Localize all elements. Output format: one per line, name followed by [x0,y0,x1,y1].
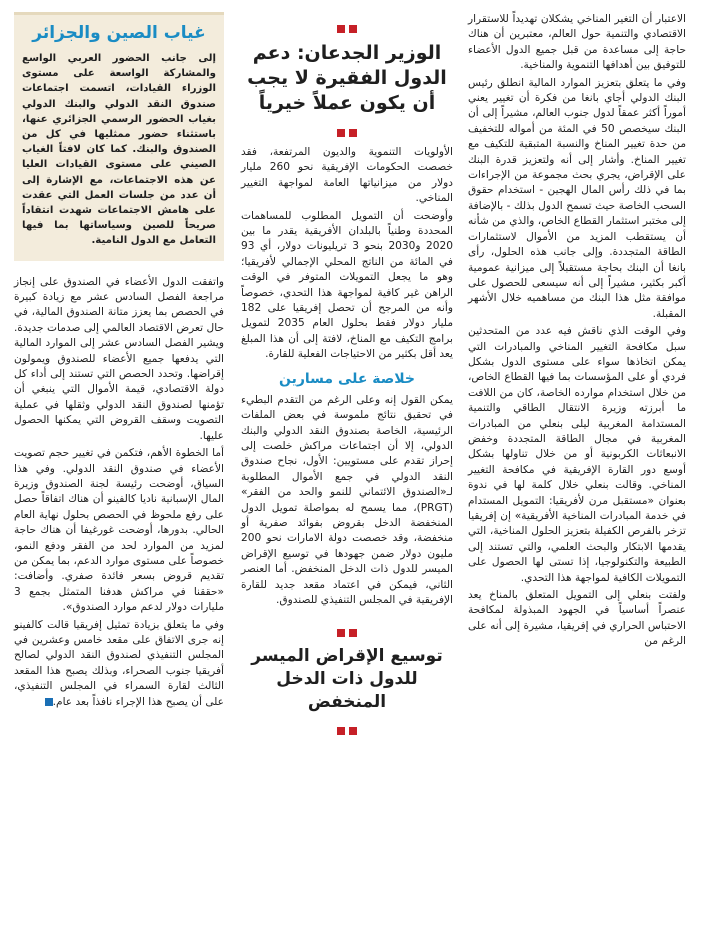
column-middle [241,12,453,743]
article-paragraph-text: وفي ما يتعلق بزيادة تمثيل إفريقيا قالت كالفينو إنه جرى الاتفاق على مقعد خامس وعشرين في المجلس التنفيذي لصندوق النقد الدولي لصالح أفريقيا جنوب الصحراء، وبذلك يصبح هذا المقعد الثالث لقارة السمراء في المجلس التنفيذي، على أن يصبح هذا الإجراء نافذاً بعد عام. [14,618,224,708]
headline-marker-bottom [241,720,453,739]
article-paragraph: أما الخطوة الأهم، فتكمن في تغيير حجم تصويت الأعضاء في صندوق النقد الدولي. وفي هذا السياق، أوضحت رئيسة لجنة الصندوق وزيرة المال الإسبانية ناديا كالفينو أن هناك اتفاقاً حصل على رفع ملحوظ في الحصص بحلول نهاية العام الحالي. بدورها، أوضحت غورغيفا أن هناك حاجة لمزيد من الموارد لحد من الفقر ودفع النمو، خصوصاً على مستوى موارد الدعم، بما يمكن من تقديم قروض بسعر فائدة صفري. وأضافت: «حققنا في مراكش هدفنا المتمثل بجمع 3 مليارات دولار لدعم موارد الصندوق». [14,447,224,614]
article-paragraph: وفي ما يتعلق بتعزيز الموارد المالية انطلق رئيس البنك الدولي أجاي بانغا من فكرة أن تغيير يعني أموراً أكثر عمقاً لدول جنوب العالم، مشيراً إلى أن البنك سيخصص 50 في المئة من أمواله للتخفيف من حدة تغيير المناخ والنسبة المتبقية للتكيف مع تغيير المناخ. وأشار إلى أنه ولتعزيز قدرة البنك على الإقراض، يجري بحث مجموعة من الإجراءات بما في ذلك رأس المال الهجين - استخدام حقوق السحب الخاصة حيث تسمح الدول بذلك - بالإضافة إلى مختبر استثمار القطاع الخاص، والذي من شأنه أن يستقطب المزيد من الأموال لاستثمارات الطاقة المتجددة. وإلى جانب هذه الحلول، رأى بانغا أن البنك بحاجة مستقبلاً إلى ميزانية عمومية أكبر بكثير، مشيراً إلى أنه سيسعى للحصول على موافقة مثل هذا البنك من مساهميه خلال الأشهر المقبلة. [468,76,686,320]
headline-jadaan: الوزير الجدعان: دعم الدول الفقيرة لا يجب أن يكون عملاً خيرياً [247,42,447,114]
sidebar-title: غياب الصين والجزائر [32,23,206,43]
article-paragraph: يمكن القول إنه وعلى الرغم من التقدم البطيء في تحقيق نتائج ملموسة في بعض الملفات الرئيسية، الخاصة بصندوق النقد الدولي والبنك الدولي، إلا أن اجتماعات مراكش خلصت إلى إحراز تقدم على مستويين: الأول، نجاح صندوق النقد الدولي في جمع الأموال المطلوبة لـ«الصندوق الائتماني للنمو والحد من الفقر» (PRGT)، مما يسمح له بمواصلة تمويل الدول المنخفضة الدخل بقروض بفوائد صفرية أو منخفضة، وقد خصصت دولة الامارات نحو 200 مليون دولار ضمن جهودها في توسيع الإقراض الميسر للدول ذات الدخل المنخفض. أما العنصر الثاني، فيمكن في اعتماد مقعد جديد للقارة الإفريقية في المجلس التنفيذي للصندوق. [241,393,453,606]
article-paragraph: الاعتبار أن التغير المناخي يشكلان تهديداً للاستقرار الاقتصادي والتنمية حول العالم، معتبرين أن هناك حاجة إلى مساعدة من قبل جميع الدول الأعضاء للتوفيق بين أهدافها التنموية والمناخية. [468,13,686,72]
column-right [468,12,686,652]
headline-concessional-lending: توسيع الإقراض الميسر للدول ذات الدخل المنخفض [251,646,443,713]
end-of-article-square-icon [45,698,53,706]
article-paragraph: ولفتت بنعلي إلى التمويل المتعلق بالمناخ يعد عنصراً أساسياً في الجهود المبذولة لمكافحة الاحتباس الحراري في إفريقيا، مشيرة إلى أنه على الرغم من [468,589,686,648]
sidebar-box [14,12,224,261]
headline-marker-top [241,18,453,37]
column-left [14,12,224,712]
subhead-two-tracks: خلاصة على مسارين [278,370,415,387]
sidebar-text: إلى جانب الحضور العربي الواسع والمشاركة الواسعة على مستوى الوزراء القيادات، اتسمت اجتماعات صندوق النقد الدولي والبنك الدولي بغياب الحضور الرسمي الجزائري عنها، باستثناء حضور ممثليها في كل من الصندوق والبنك. كما كان لافتاً الغياب الصيني على مستوى القيادات العليا عن هذه الاجتماعات، مع الإشارة إلى أن عدد من جلسات العمل التي عقدت على هامش الاجتماعات شهدت انتقاداً صريحاً للصين وسياساتها بما فيها التعامل مع الدول النامية. [22,53,216,247]
article-paragraph: وفي الوقت الذي ناقش فيه عدد من المتحدثين سبل مكافحة التغيير المناخي والمبادرات التي يمكن اتخاذها سواء على مستوى الدول بشكل فردي أو على المؤسسات بما فيها القطاع الخاص، من خلال استخدام موارده الخاصة، كان من اللافت ما أبرزته وزيرة الانتقال الطاقي والتنمية المستدامة المغربية ليلى بنعلي من المبادرات المغربية في مجال الطاقة المتجددة وخفض الانبعاثات الكربونية أو من خلال تناولها بشكل أوسع دور القارة الإفريقية في مكافحة التغيير المناخي. وقالت بنعلي خلال كلمة لها في ندوة بعنوان «مستقبل مرن لأفريقيا: التمويل المستدام في خدمة المبادرات المناخية الأفريقية» إن إفريقيا تزخر بالفرص الكفيلة بتعزيز الحلول المناخية، التي يقدمها الابتكار والبحث العلمي، والتي تستند إلى الطبيعة والتكنولوجيا، إذا تستى لها الحصول على التمويلات الكافية لمواجهة هذا التحدي. [468,325,686,584]
headline-marker-bottom [241,122,453,141]
article-paragraph: واتفقت الدول الأعضاء في الصندوق على إنجاز مراجعة الفصل السادس عشر مع زيادة كبيرة في الحصص بما يعزز متانة الصندوق المالية، في حال تعرض الاقتصاد العالمي إلى صدمات جديدة. ويشير الفصل السادس عشر إلى الموارد المالية التي يدفعها جميع الأعضاء للصندوق ويمولون إقراضها. وتحدد الحصص التي تستند إلى أداء كل دولة الاقتصادي، قيمة الأموال التي ينبغي أن تؤمنها لصندوق النقد الدولي وثقلها في عملية التصويت وسقف القروض التي يمكنها الحصول عليها. [14,275,224,442]
headline-marker-top [241,622,453,641]
article-paragraph: وأوضحت أن التمويل المطلوب للمساهمات المحددة وطنياً بالبلدان الأفريقية يقدر ما بين 2020 و2030 بنحو 3 تريليونات دولار، أي 93 في المائة من الناتج المحلي الإجمالي لأفريقيا؛ وهو ما يجعل التمويلات المتوفر في الوقت الراهن غير كافية لمواجهة هذا التحدي، خصوصاً وأنه من المرجح أن تحصل إفريقيا على 182 مليار دولار فقط بحلول العام 2035 لتمويل برامج التكيف مع المناخ، لافتة إلى أن هذا المبلغ يعد أقل بكثير من الاحتياجات الفعلية للقارة. [241,209,453,361]
article-paragraph-last [14,618,224,710]
article-paragraph: الأولويات التنموية والديون المرتفعة، فقد خصصت الحكومات الإفريقية نحو 260 مليار دولار من ميزانياتها العامة لمواجهة التغيير المناخي. [241,146,454,205]
